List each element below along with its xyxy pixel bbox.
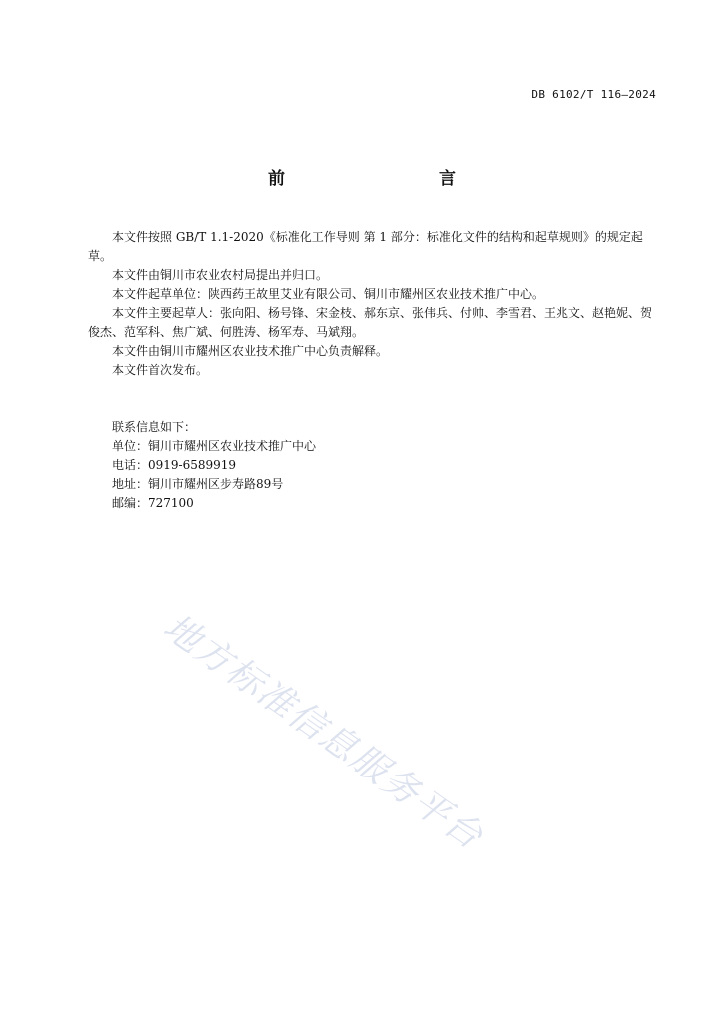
paragraph-drafting-units: 本文件起草单位：陕西药王故里艾业有限公司、铜川市耀州区农业技术推广中心。 [112, 287, 545, 301]
contact-address: 地址：铜川市耀州区步寿路89号 [112, 477, 284, 491]
document-code: DB 6102/T 116—2024 [531, 88, 656, 101]
paragraph-proposer: 本文件由铜川市农业农村局提出并归口。 [112, 268, 329, 282]
watermark: 地方标准信息服务平台 [155, 606, 491, 859]
paragraph-drafting-rules: 本文件按照 GB/T 1.1-2020《标准化工作导则 第 1 部分：标准化文件的结构和起草规则》的规定起草。 [88, 230, 643, 263]
paragraph-interpretation: 本文件由铜川市耀州区农业技术推广中心负责解释。 [112, 344, 389, 358]
contact-info [112, 418, 316, 513]
contact-postcode: 邮编：727100 [112, 496, 194, 510]
page-title: 前 言 [268, 169, 496, 189]
foreword-body [88, 228, 660, 380]
contact-heading: 联系信息如下： [112, 420, 197, 434]
paragraph-drafters: 本文件主要起草人：张向阳、杨号锋、宋金枝、郝东京、张伟兵、付帅、李雪君、王兆文、赵艳妮、贺俊杰、范军科、焦广斌、何胜涛、杨军寿、马斌翔。 [88, 306, 653, 339]
contact-phone: 电话：0919-6589919 [112, 458, 237, 472]
contact-unit: 单位：铜川市耀州区农业技术推广中心 [112, 439, 317, 453]
paragraph-first-release: 本文件首次发布。 [112, 363, 209, 377]
